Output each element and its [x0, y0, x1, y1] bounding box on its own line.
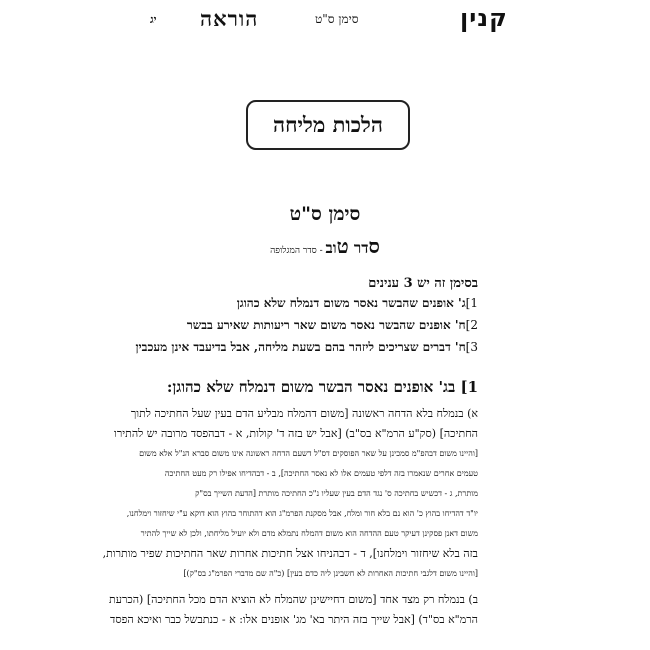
seder-sub: - סדר המגלופה — [270, 246, 326, 256]
list-item: 1]ג' אופנים שהבשר נאסר משום דנמלח שלא כהוגן — [236, 296, 478, 310]
body-line: מותרת, ג - דכשיש בחתיכה ס' נגד הדם בעין שעליו נ"כ החתיכה מותרת [הדעת השייך בס"ק — [195, 489, 478, 498]
boxed-heading — [246, 100, 410, 150]
seder-line — [0, 234, 650, 259]
list-item: 3]ח' דברים שצריכים ליזהר בהם בשעת מליחה, אבל בדיעבד אינן מעכבין — [135, 340, 478, 354]
page-number: יג — [150, 13, 157, 26]
seder-label: דר — [353, 239, 369, 257]
intro-line: בסימן זה יש 3 ענינים — [368, 276, 478, 291]
siman-title: סימן ס"ט — [289, 203, 361, 225]
running-header — [150, 4, 540, 32]
body-line: טעמים אחרים שנאמרו בזה דלפי טעמים אלו לא נאסר החתיכה], ב - דבהדיחו אפילו רק מעט החתיכה — [164, 469, 478, 478]
section-heading: 1] בג' אופנים נאסר הבשר משום דנמלח שלא כהוגן: — [166, 378, 478, 396]
body-line: הרמ"א בס"ד) [אבל שייך בזה היתר בא' מג' אופנים אלו: א - כנתבשל כבר ואיכא הפסד — [110, 613, 478, 626]
body-line: ב) בנמלח רק מצד אחד [משום דחיישינן שהמלח לא הוציא הדם מכל החתיכה] (הכרעת — [109, 593, 478, 606]
body-line: א) בנמלח בלא הדחה ראשונה [משום דהמלח מבליע הדם בעין שעל החתיכה לתוך — [130, 407, 478, 420]
header-siman: סימן ס"ט — [315, 12, 359, 26]
body-line: [והיינו משום דבהפ"מ סמכינן על שאר הפוסקים דס"ל דשעם הדחה ראשונה אינו משום סברא הנ"ל אלא משום — [139, 449, 478, 458]
seder-big-letter: ס — [368, 234, 380, 258]
header-brand: קנין — [460, 4, 508, 32]
body-text — [8, 404, 478, 630]
seder-label-2: וב — [325, 239, 337, 257]
header-title: הוראה — [200, 6, 259, 31]
boxed-heading-text: הלכות מליחה — [273, 112, 383, 137]
topic-list — [58, 292, 478, 358]
body-line: יו"ד דהדיחו בהוץ כ' הוא נם בלא חור ומלח, אבל מסקנת הפרמ"ג הוא דהתוחר בהוץ הוא דוקא ע"י שיחזור וימלחנו, — [126, 509, 478, 518]
body-line: [והיינו משום דלגבי חתיכות האחרות לא חשבינן ליה כדם בעין] (כ"ה שם מדברי הפרמ"ג בס"ק)] — [183, 569, 478, 578]
body-line: בזה בלא שיחזור וימלחנו], ד - דבהניחו אצל חתיכות אחרות שאר החתיכות שפיר מותרות, — [102, 547, 478, 560]
body-line: משום דאנן פסקינן דעיקר טעם ההדחה הוא משום דהמלח נתמלא מדם ולא יועיל מליחתו, ולכן לא שייך להתיר — [140, 529, 478, 538]
seder-big-letter-2: ט — [336, 234, 349, 258]
list-item: 2]ח' אופנים שהבשר נאסר משום שאר ריעותות שאירע בבשר — [186, 318, 478, 332]
body-line: החתיכה] (סק"ע הרמ"א בס"ב) [אבל יש בזה ד' קולות, א - דבהפסד מרובה יש להתירו — [114, 427, 478, 440]
